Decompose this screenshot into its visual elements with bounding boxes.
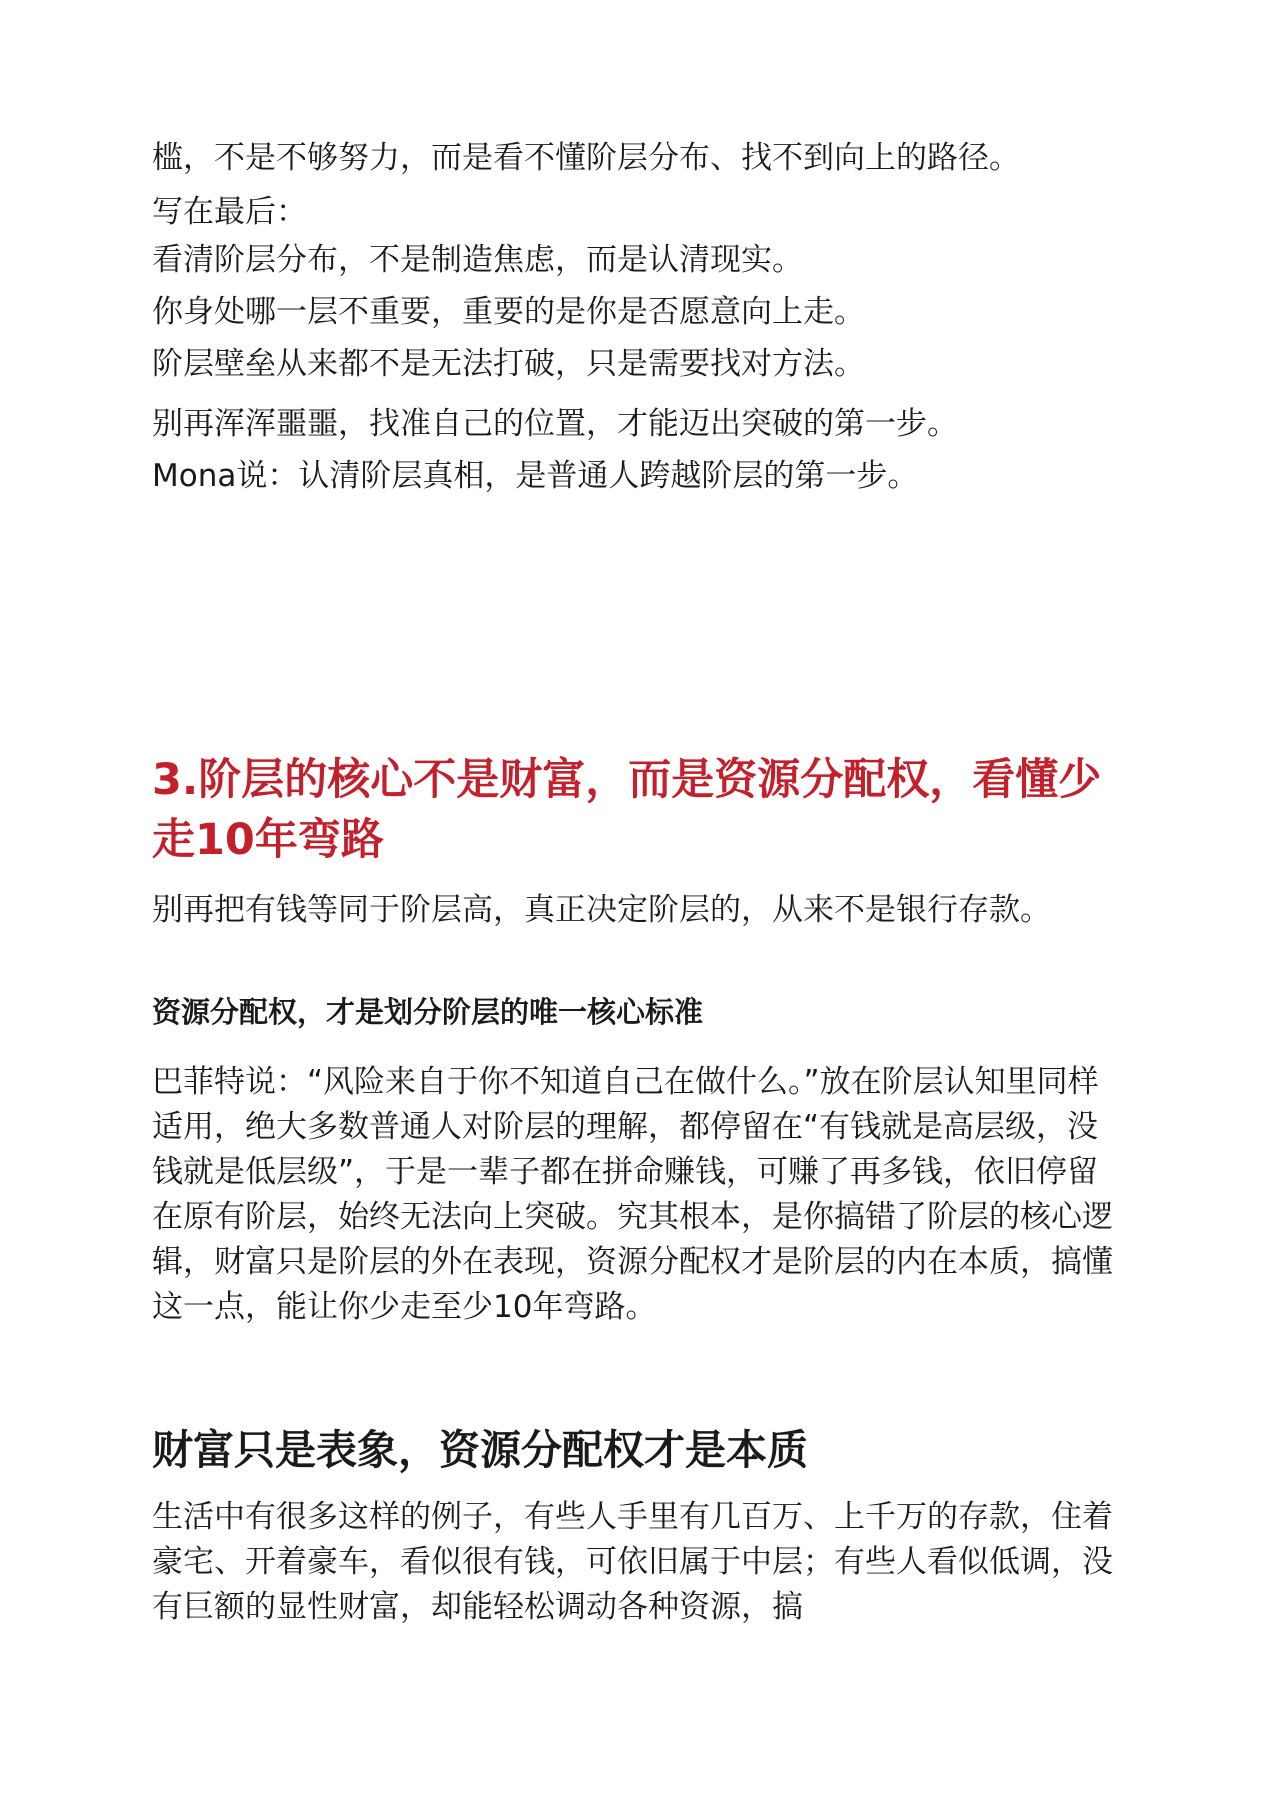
subheading: 资源分配权，才是划分阶层的唯一核心标准 — [152, 995, 704, 1029]
section-heading: 3.阶层的核心不是财富，而是资源分配权，看懂少走10年弯路 — [152, 755, 1102, 865]
text-line: 槛，不是不够努力，而是看不懂阶层分布、找不到向上的路径。 — [152, 140, 1020, 176]
text-line: 阶层壁垒从来都不是无法打破，只是需要找对方法。 — [152, 346, 865, 382]
body-paragraph-2: 生活中有很多这样的例子，有些人手里有几百万、上千万的存款，住着豪宅、开着豪车，看似很有钱，可依旧属于中层；有些人看似低调，没有巨额的显性财富，却能轻松调动各种资源，搞 — [152, 1499, 1113, 1625]
text-line: 写在最后： — [152, 194, 307, 230]
section-intro: 别再把有钱等同于阶层高，真正决定阶层的，从来不是银行存款。 — [152, 892, 1051, 928]
text-line: 看清阶层分布，不是制造焦虑，而是认清现实。 — [152, 242, 803, 278]
text-line: Mona说：认清阶层真相，是普通人跨越阶层的第一步。 — [152, 458, 919, 494]
text-line: 你身处哪一层不重要，重要的是你是否愿意向上走。 — [152, 294, 865, 330]
subheading-large: 财富只是表象，资源分配权才是本质 — [152, 1426, 808, 1474]
text-line: 别再浑浑噩噩，找准自己的位置，才能迈出突破的第一步。 — [152, 406, 958, 442]
body-paragraph: 巴菲特说：“风险来自于你不知道自己在做什么。”放在阶层认知里同样适用，绝大多数普通人对阶层的理解，都停留在“有钱就是高层级，没钱就是低层级”，于是一辈子都在拼命赚钱，可赚了再多钱，依旧停留在原有阶层，始终无法向上突破。究其根本，是你搞错了阶层的核心逻辑，财富只是阶层的外在表现，资源分配权才是阶层的内在本质，搞懂这一点，能让你少走至少10年弯路。 — [152, 1064, 1113, 1325]
